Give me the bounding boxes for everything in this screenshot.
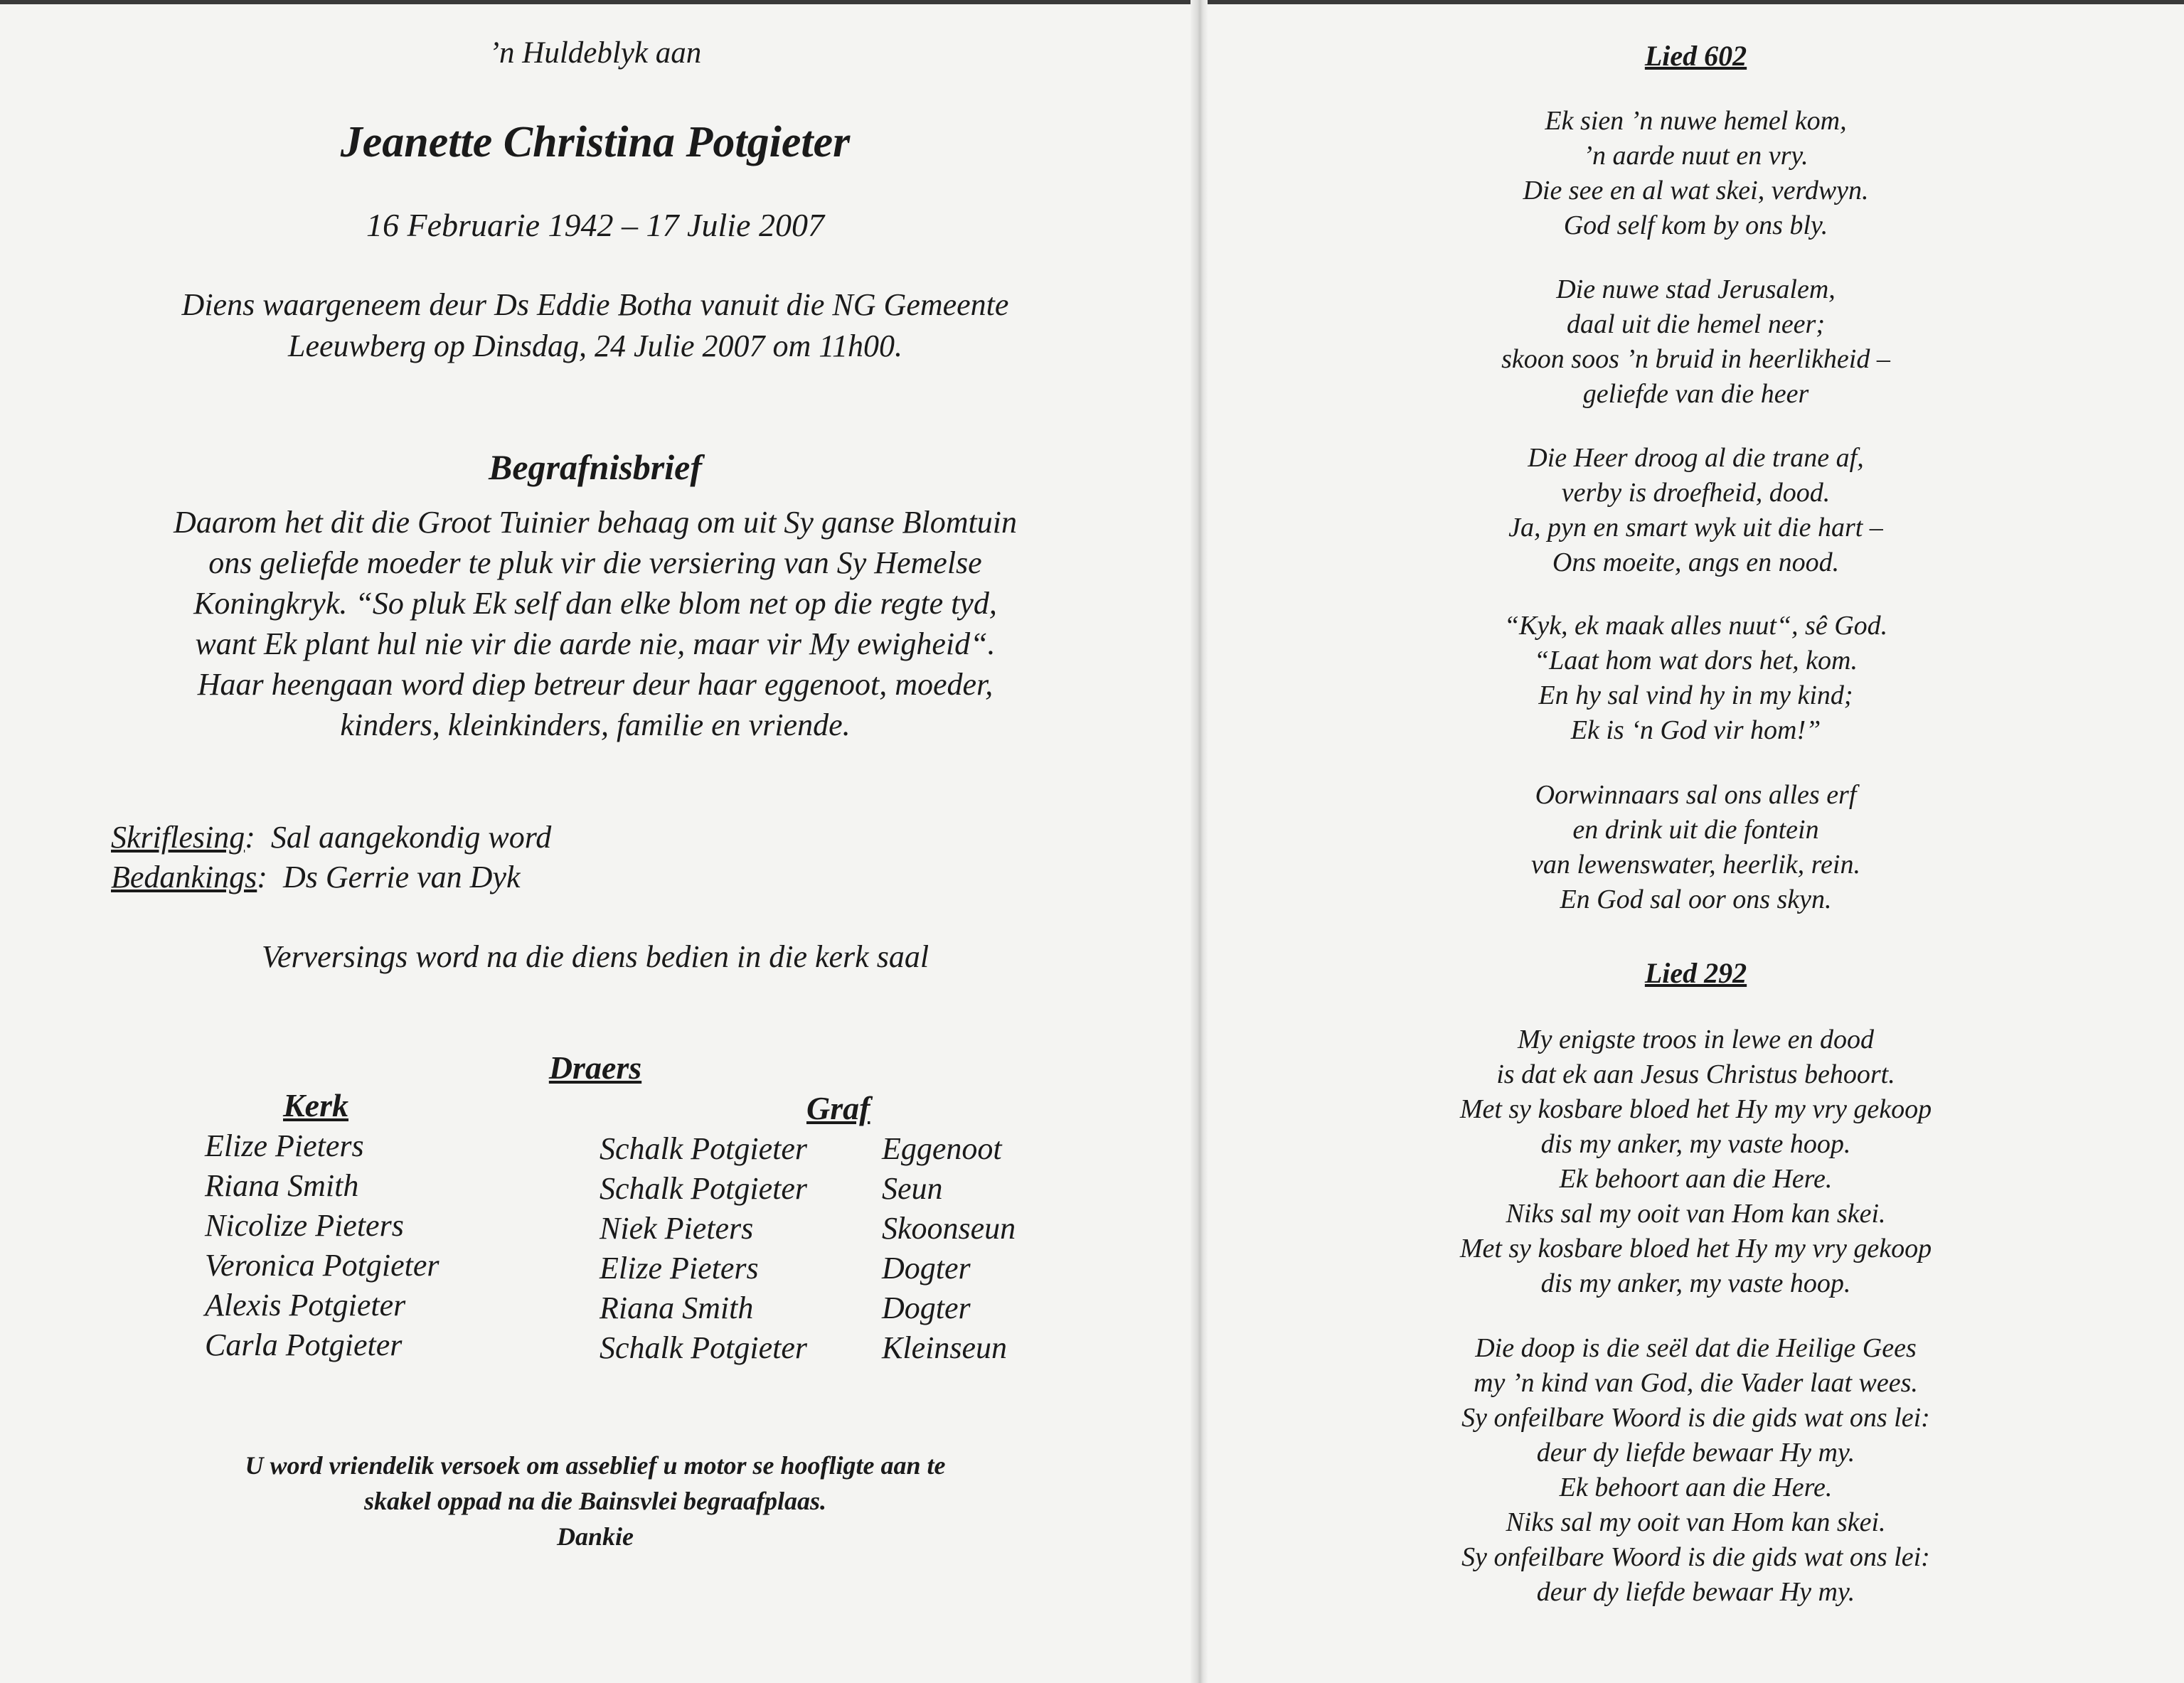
- burial-line: kinders, kleinkinders, familie en vriende.: [340, 707, 851, 742]
- thanks-label: Bedankings: [111, 860, 257, 894]
- church-title: Kerk: [283, 1087, 348, 1123]
- thanks-value: Ds Gerrie van Dyk: [282, 860, 521, 894]
- song-title: Lied 602: [1644, 40, 1747, 72]
- grave-bearers-list: [600, 1129, 807, 1368]
- grave-bearer-name: Riana Smith: [600, 1291, 754, 1325]
- refreshments-note: Verversings word na die diens bedien in die kerk saal: [261, 939, 929, 974]
- song-verse: [1208, 104, 2184, 243]
- verse-line: dis my anker, my vaste hoop.: [1540, 1129, 1851, 1159]
- grave-bearer-name: Niek Pieters: [600, 1211, 754, 1246]
- life-dates: 16 Februarie 1942 – 17 Julie 2007: [366, 207, 824, 243]
- verse-line: is dat ek aan Jesus Christus behoort.: [1496, 1059, 1895, 1089]
- song-verse: [1208, 1022, 2184, 1301]
- church-bearers-list: [205, 1126, 440, 1365]
- notice-line: U word vriendelik versoek om asseblief u motor se hoofligte aan te: [245, 1451, 946, 1480]
- burial-letter-text: [0, 502, 1190, 745]
- grave-bearer-name: Schalk Potgieter: [600, 1171, 808, 1206]
- church-bearer: Nicolize Pieters: [205, 1208, 404, 1243]
- verse-line: Die see en al wat skei, verdwyn.: [1523, 176, 1869, 205]
- scripture-reading: Skriflesing: Sal aangekondig word: [111, 820, 552, 855]
- church-bearer: Alexis Potgieter: [205, 1288, 406, 1323]
- grave-bearer-relation: Eggenoot: [882, 1131, 1002, 1166]
- verse-line: deur dy liefde bewaar Hy my.: [1536, 1438, 1855, 1468]
- burial-line: Daarom het dit die Groot Tuinier behaag om uit Sy ganse Blomtuin: [174, 505, 1017, 540]
- notice-line: Dankie: [557, 1522, 634, 1551]
- grave-bearer-relation: Seun: [882, 1171, 943, 1206]
- grave-bearer-relation: Kleinseun: [882, 1330, 1007, 1365]
- verse-line: van lewenswater, heerlik, rein.: [1531, 850, 1860, 880]
- headlights-notice: [0, 1448, 1190, 1554]
- service-details: [0, 284, 1190, 367]
- burial-line: Haar heengaan word diep betreur deur haar eggenoot, moeder,: [197, 667, 994, 702]
- church-bearer: Elize Pieters: [205, 1128, 364, 1163]
- verse-line: Niks sal my ooit van Hom kan skei.: [1506, 1199, 1886, 1229]
- verse-line: skoon soos ’n bruid in heerlikheid –: [1501, 344, 1890, 374]
- verse-line: verby is droefheid, dood.: [1561, 478, 1831, 508]
- thanks-row: Bedankings: Ds Gerrie van Dyk: [111, 860, 521, 894]
- verse-line: Ons moeite, angs en nood.: [1552, 547, 1840, 577]
- grave-bearer-relation: Dogter: [882, 1251, 971, 1286]
- burial-line: Koningkryk. “So pluk Ek self dan elke blom net op die regte tyd,: [193, 586, 997, 621]
- song-verse: [1208, 1331, 2184, 1610]
- song-verse: [1208, 441, 2184, 580]
- service-line: Diens waargeneem deur Ds Eddie Botha vanuit die NG Gemeente: [181, 287, 1009, 322]
- church-bearer: Riana Smith: [205, 1168, 359, 1203]
- verse-line: my ’n kind van God, die Vader laat wees.: [1474, 1368, 1918, 1398]
- verse-line: geliefde van die heer: [1582, 379, 1809, 409]
- verse-line: en drink uit die fontein: [1572, 815, 1819, 845]
- verse-line: Ek is ‘n God vir hom!”: [1570, 715, 1821, 745]
- tribute-heading: ’n Huldeblyk aan: [489, 36, 702, 70]
- verse-line: Ek sien ’n nuwe hemel kom,: [1545, 106, 1847, 136]
- verse-line: Met sy kosbare bloed het Hy my vry gekoop: [1459, 1094, 1932, 1124]
- song-verse: [1208, 609, 2184, 748]
- scripture-value: Sal aangekondig word: [270, 820, 552, 855]
- verse-line: “Kyk, ek maak alles nuut“, sê God.: [1503, 611, 1888, 641]
- deceased-name: Jeanette Christina Potgieter: [340, 118, 851, 166]
- verse-line: dis my anker, my vaste hoop.: [1540, 1268, 1851, 1298]
- pallbearers-title: Draers: [548, 1049, 642, 1086]
- verse-line: deur dy liefde bewaar Hy my.: [1536, 1577, 1855, 1607]
- verse-line: En God sal oor ons skyn.: [1560, 885, 1832, 914]
- verse-line: Ja, pyn en smart wyk uit die hart –: [1508, 513, 1883, 543]
- service-line: Leeuwberg op Dinsdag, 24 Julie 2007 om 11h00.: [287, 328, 903, 363]
- verse-line: Ek behoort aan die Here.: [1559, 1164, 1833, 1194]
- burial-line: want Ek plant hul nie vir die aarde nie, maar vir My ewigheid“.: [195, 626, 996, 661]
- verse-line: Met sy kosbare bloed het Hy my vry gekoop: [1459, 1234, 1932, 1263]
- verse-line: Oorwinnaars sal ons alles erf: [1535, 780, 1857, 810]
- verse-line: Niks sal my ooit van Hom kan skei.: [1506, 1507, 1886, 1537]
- song-verse: [1208, 778, 2184, 917]
- grave-bearers-relations: [882, 1129, 1016, 1368]
- song-title: Lied 292: [1644, 957, 1747, 989]
- church-bearer: Carla Potgieter: [205, 1327, 403, 1362]
- page-fold: [1190, 0, 1208, 1683]
- church-bearer: Veronica Potgieter: [205, 1248, 440, 1283]
- grave-bearer-relation: Dogter: [882, 1291, 971, 1325]
- burial-line: ons geliefde moeder te pluk vir die versiering van Sy Hemelse: [208, 545, 982, 580]
- verse-line: My enigste troos in lewe en dood: [1518, 1025, 1874, 1054]
- verse-line: Ek behoort aan die Here.: [1559, 1473, 1833, 1502]
- verse-line: God self kom by ons bly.: [1563, 210, 1828, 240]
- burial-letter-title: Begrafnisbrief: [489, 447, 702, 487]
- verse-line: Die Heer droog al die trane af,: [1528, 443, 1864, 473]
- notice-line: skakel oppad na die Bainsvlei begraafplaas.: [364, 1487, 826, 1515]
- right-page: [1208, 0, 2184, 1683]
- verse-line: “Laat hom wat dors het, kom.: [1534, 646, 1858, 675]
- scripture-label: Skriflesing: [111, 820, 245, 855]
- verse-line: En hy sal vind hy in my kind;: [1538, 680, 1853, 710]
- verse-line: Die doop is die seël dat die Heilige Gees: [1475, 1333, 1917, 1363]
- verse-line: Sy onfeilbare Woord is die gids wat ons lei:: [1461, 1403, 1930, 1433]
- grave-bearer-name: Elize Pieters: [600, 1251, 759, 1286]
- verse-line: Sy onfeilbare Woord is die gids wat ons lei:: [1461, 1542, 1930, 1572]
- grave-bearer-name: Schalk Potgieter: [600, 1131, 808, 1166]
- verse-line: Die nuwe stad Jerusalem,: [1556, 274, 1836, 304]
- grave-bearer-name: Schalk Potgieter: [600, 1330, 808, 1365]
- verse-line: ’n aarde nuut en vry.: [1583, 141, 1809, 171]
- grave-bearer-relation: Skoonseun: [882, 1211, 1016, 1246]
- song-verse: [1208, 272, 2184, 412]
- verse-line: daal uit die hemel neer;: [1566, 309, 1825, 339]
- grave-title: Graf: [806, 1090, 870, 1126]
